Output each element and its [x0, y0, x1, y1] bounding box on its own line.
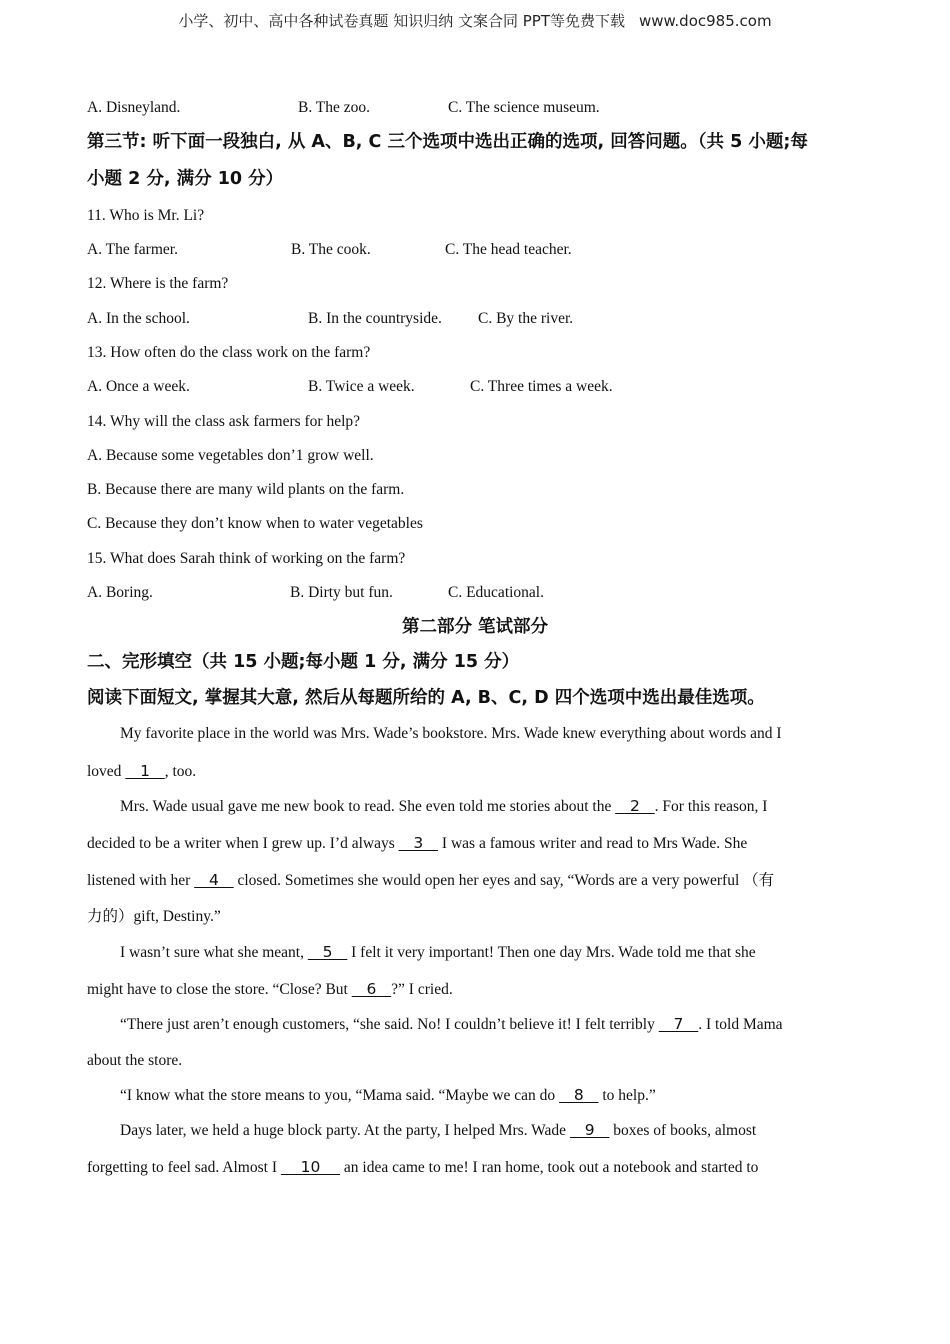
passage-text: I was a famous writer and read to Mrs Wade. She	[438, 835, 748, 852]
passage-text: “I know what the store means to you, “Mama said. “Maybe we can do	[120, 1087, 560, 1104]
blank-2: 2	[615, 797, 655, 815]
blank-7: 7	[658, 1015, 699, 1033]
passage-text: forgetting to feel sad. Almost I	[87, 1159, 281, 1176]
option-c: C. Three times a week.	[470, 378, 613, 395]
passage-text: . I told Mama	[698, 1016, 783, 1033]
passage-text: ?” I cried.	[391, 981, 453, 998]
q14-option-a: A. Because some vegetables don’1 grow well.	[87, 447, 374, 464]
q14-option-b: B. Because there are many wild plants on the farm.	[87, 481, 405, 498]
blank-3: 3	[398, 834, 439, 852]
blank-6: 6	[351, 980, 392, 998]
option-c: C. The science museum.	[448, 99, 600, 116]
passage-text: an idea came to me! I ran home, took out a notebook and started to	[340, 1159, 759, 1176]
passage-line	[120, 1014, 783, 1035]
passage-text: might have to close the store. “Close? But	[87, 981, 352, 998]
option-b: B. The cook.	[291, 241, 371, 258]
passage-line	[87, 761, 196, 782]
option-c: C. Educational.	[448, 584, 544, 601]
passage-line	[120, 1085, 656, 1106]
option-b: B. The zoo.	[298, 99, 371, 116]
passage-text: Mrs. Wade usual gave me new book to read. She even told me stories about the	[120, 798, 616, 815]
option-c: C. The head teacher.	[445, 241, 572, 258]
passage-text: decided to be a writer when I grew up. I’d always	[87, 835, 399, 852]
section3-title-line1: 第三节: 听下面一段独白, 从 A、B, C 三个选项中选出正确的选项, 回答问题。（共 5 小题;每	[87, 132, 808, 152]
option-a: A. In the school.	[87, 310, 190, 327]
passage-text: boxes of books, almost	[609, 1122, 757, 1139]
blank-8: 8	[559, 1086, 599, 1104]
passage-text: listened with her	[87, 872, 195, 889]
blank-4: 4	[194, 871, 234, 889]
blank-10: 10	[280, 1158, 341, 1176]
section3-title-line2: 小题 2 分, 满分 10 分）	[87, 169, 284, 189]
option-c: C. By the river.	[478, 310, 574, 327]
option-a: A. Once a week.	[87, 378, 190, 395]
passage-line	[87, 979, 453, 1000]
part2-title: 第二部分 笔试部分	[401, 617, 549, 637]
passage-line: about the store.	[87, 1052, 183, 1069]
passage-line	[120, 942, 756, 963]
passage-line	[120, 1120, 756, 1141]
option-a: A. Boring.	[87, 584, 153, 601]
passage-line: My favorite place in the world was Mrs. Wade’s bookstore. Mrs. Wade knew everything about words and I	[120, 725, 782, 742]
passage-line	[120, 796, 767, 817]
passage-line	[87, 1157, 758, 1178]
blank-1: 1	[125, 762, 165, 780]
passage-text: Days later, we held a huge block party. At the party, I helped Mrs. Wade	[120, 1122, 570, 1139]
cloze-section-title: 二、完形填空（共 15 小题;每小题 1 分, 满分 15 分）	[87, 652, 520, 672]
passage-text: , too.	[164, 763, 197, 780]
option-b: B. In the countryside.	[308, 310, 442, 327]
header-text: 小学、初中、高中各种试卷真题 知识归纳 文案合同 PPT等免费下载	[178, 12, 625, 30]
header-url[interactable]: www.doc985.com	[638, 12, 772, 30]
passage-text: . For this reason, I	[654, 798, 768, 815]
option-a: A. The farmer.	[87, 241, 178, 258]
passage-text: loved	[87, 763, 126, 780]
option-b: B. Dirty but fun.	[290, 584, 393, 601]
passage-line	[87, 870, 774, 891]
q14-option-c: C. Because they don’t know when to water vegetables	[87, 515, 423, 532]
question-15: 15. What does Sarah think of working on the farm?	[87, 550, 406, 567]
page-header	[0, 10, 950, 31]
passage-text: I wasn’t sure what she meant,	[120, 944, 308, 961]
passage-line	[87, 833, 747, 854]
question-11: 11. Who is Mr. Li?	[87, 207, 205, 224]
passage-text: I felt it very important! Then one day Mrs. Wade told me that she	[347, 944, 756, 961]
passage-line: 力的）gift, Destiny.”	[87, 908, 221, 925]
passage-text: to help.”	[598, 1087, 656, 1104]
passage-text: “There just aren’t enough customers, “she said. No! I couldn’t believe it! I felt terribly	[120, 1016, 659, 1033]
question-13: 13. How often do the class work on the farm?	[87, 344, 371, 361]
question-14: 14. Why will the class ask farmers for help?	[87, 413, 361, 430]
passage-text: closed. Sometimes she would open her eyes and say, “Words are a very powerful （有	[233, 872, 775, 889]
blank-5: 5	[307, 943, 348, 961]
question-12: 12. Where is the farm?	[87, 275, 229, 292]
option-a: A. Disneyland.	[87, 99, 181, 116]
option-b: B. Twice a week.	[308, 378, 415, 395]
blank-9: 9	[569, 1121, 610, 1139]
cloze-instruction: 阅读下面短文, 掌握其大意, 然后从每题所给的 A, B、C, D 四个选项中选出最佳选项。	[87, 688, 765, 708]
